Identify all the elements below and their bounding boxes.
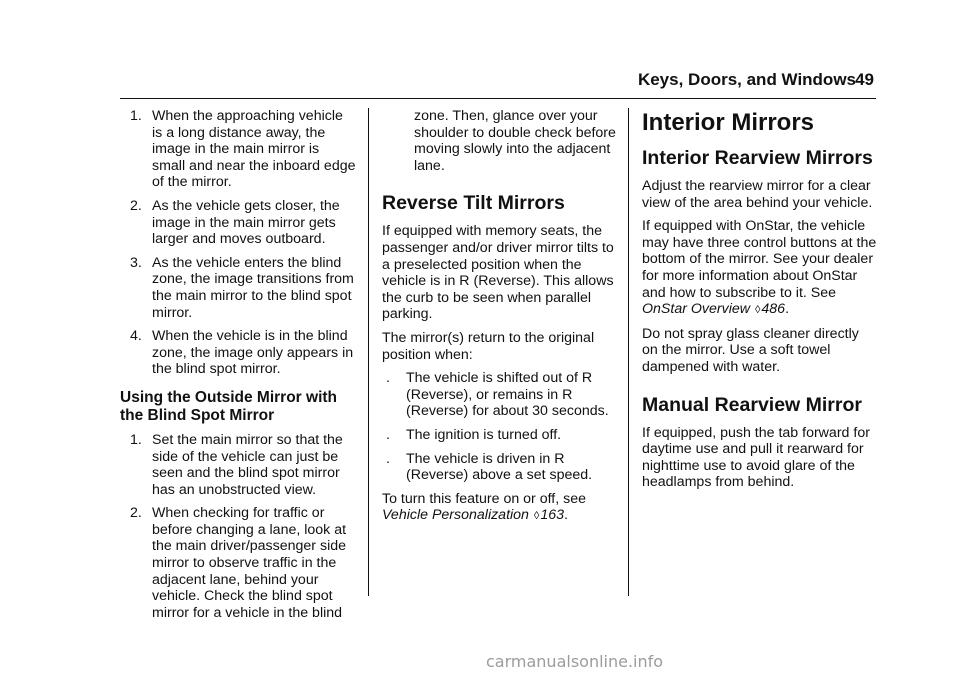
paragraph: If equipped, push the tab forward for daytime use and pull it rearward for nighttime use to avoid glare of the headlamps from behind. (642, 424, 870, 491)
onstar-overview-link[interactable]: OnStar Overview (642, 301, 751, 318)
paragraph: Adjust the rearview mirror for a clear view of the area behind your vehicle. (642, 178, 873, 211)
subheading-outside-mirror: Using the Outside Mirror with the Blind Spot Mirror (120, 388, 338, 424)
column-divider-1 (368, 108, 369, 596)
list-item: . The vehicle is shifted out of R (Reverse), or remains in R (Reverse) for about 30 seconds. (386, 370, 609, 420)
page-reference-icon: ◊ (754, 304, 761, 317)
list-item: . The ignition is turned off. (386, 426, 562, 443)
paragraph-with-reference: If equipped with OnStar, the vehicle may have three control buttons at the bottom of the mirror. See your dealer for more information about OnStar and how to subscribe to it. See OnStar Overview ◊486. (642, 218, 877, 318)
column-1 (120, 108, 356, 628)
watermark: carmanualsonline.info (486, 652, 664, 671)
paragraph: The mirror(s) return to the original position when: (382, 329, 595, 363)
section-title: Keys, Doors, and Windows (637, 70, 856, 89)
header-rule (120, 98, 876, 99)
column-2 (382, 108, 616, 532)
page-number: 49 (855, 70, 874, 89)
column-divider-2 (628, 108, 629, 596)
list-item: 3. As the vehicle enters the blind zone, the image transitions from the main mirror to the blind spot mirror. (130, 254, 354, 321)
paragraph-with-reference: To turn this feature on or off, see Vehicle Personalization ◊163. (382, 490, 586, 524)
paragraph: Do not spray glass cleaner directly on the mirror. Use a soft towel dampened with water. (642, 325, 859, 375)
list-item: 1. Set the main mirror so that the side of the vehicle can just be seen and the blind spot mirror has an unobstructed view. (130, 431, 343, 498)
heading-interior-mirrors: Interior Mirrors (642, 109, 815, 136)
list-item: . The vehicle is driven in R (Reverse) above a set speed. (386, 450, 593, 484)
list-item: 2. As the vehicle gets closer, the image in the main mirror gets larger and moves outboard. (130, 197, 340, 248)
list-item: 4. When the vehicle is in the blind zone, the image only appears in the blind spot mirror. (130, 328, 354, 378)
page-reference-163[interactable]: 163 (540, 507, 565, 524)
list-item: 1. When the approaching vehicle is a long distance away, the image in the main mirror is small and near the inboard edge of the mirror. (130, 108, 356, 191)
column-3 (642, 108, 878, 498)
page-reference-486[interactable]: 486 (761, 301, 786, 318)
heading-interior-rearview-mirrors: Interior Rearview Mirrors (642, 147, 873, 169)
heading-reverse-tilt-mirrors: Reverse Tilt Mirrors (382, 192, 565, 215)
approach-steps-list (120, 108, 356, 378)
vehicle-personalization-link[interactable]: Vehicle Personalization (382, 507, 529, 524)
page-reference-icon: ◊ (533, 510, 540, 523)
conditions-list (382, 370, 616, 484)
usage-steps-list (120, 432, 356, 622)
list-item: 2. When checking for traffic or before changing a lane, look at the main driver/passenger side mirror to observe traffic in the adjacent lane, behind your vehicle. Check the blind spot mirror for a vehicle in the blind (130, 505, 347, 621)
heading-manual-rearview-mirror: Manual Rearview Mirror (642, 393, 862, 416)
continued-step-text: zone. Then, glance over your shoulder to double check before moving slowly into the adjacent lane. (414, 108, 616, 174)
paragraph: If equipped with memory seats, the passenger and/or driver mirror tilts to a preselected position when the vehicle is in R (Reverse). This allows the curb to be seen when parallel parking. (382, 223, 614, 323)
